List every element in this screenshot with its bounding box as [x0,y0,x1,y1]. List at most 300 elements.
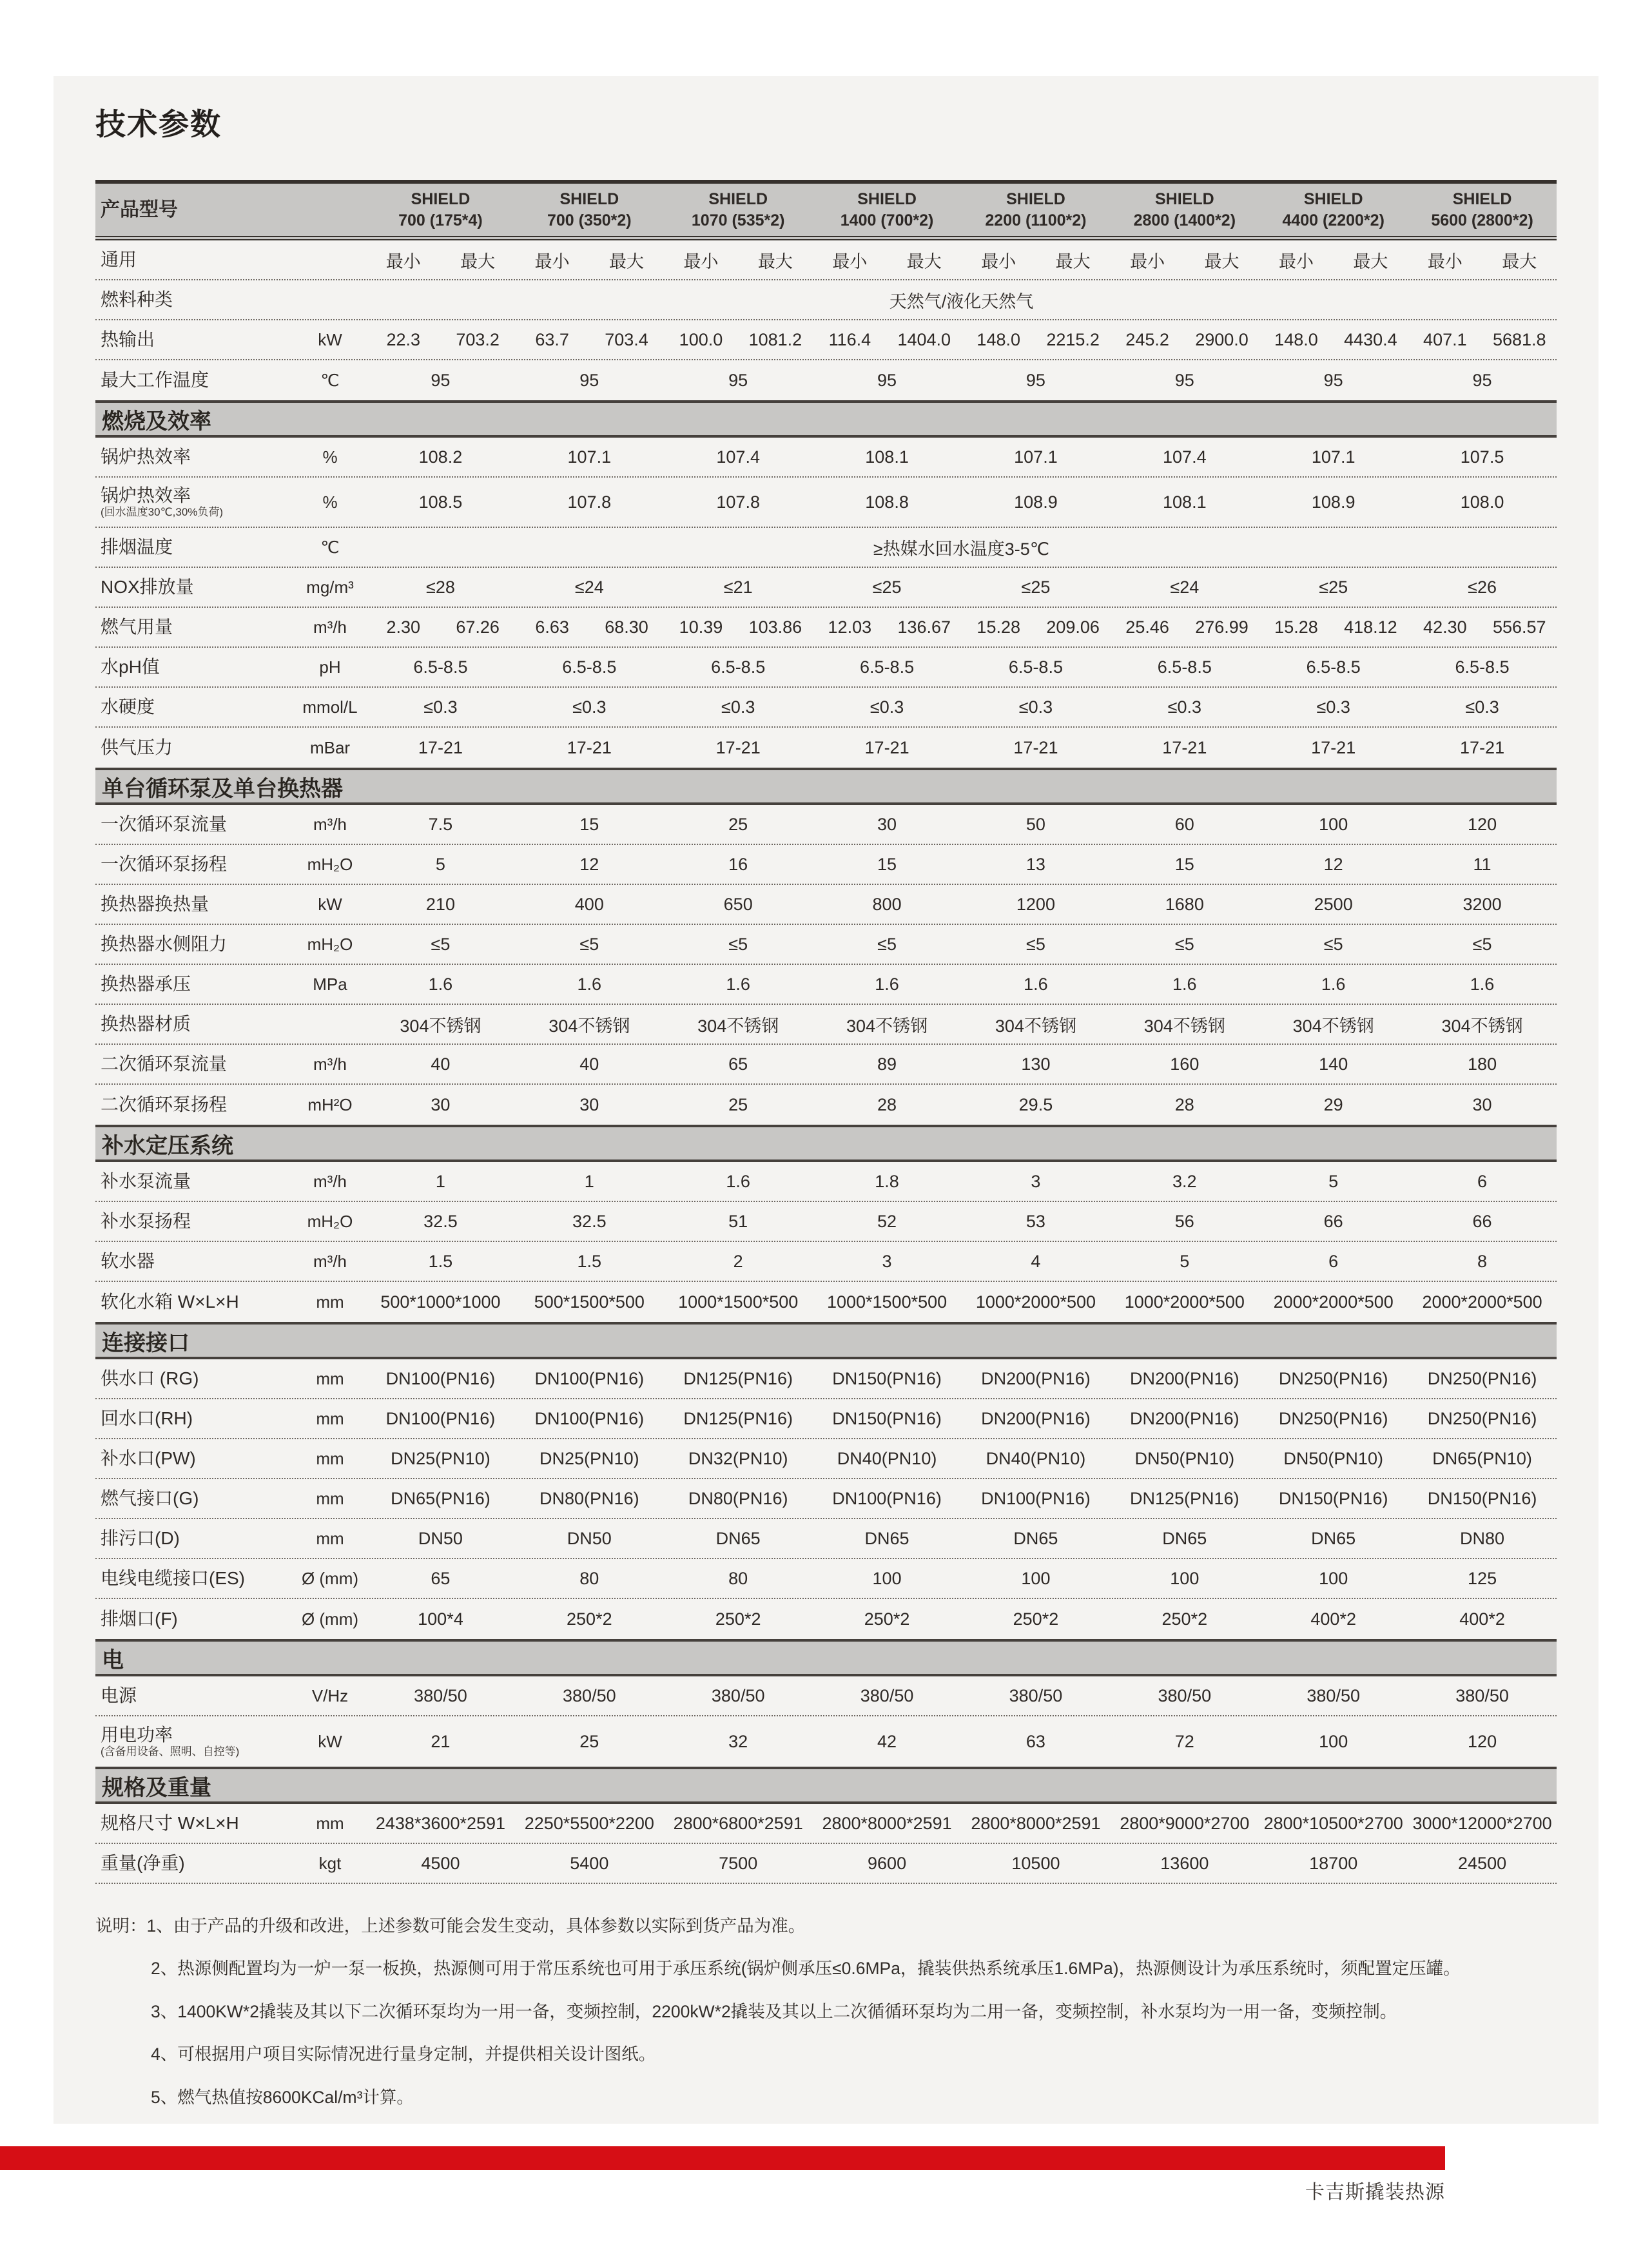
value: 380/50 [1158,1685,1212,1705]
value-cell [1110,1449,1259,1469]
table-row [95,1676,1557,1716]
value: ≤0.3 [1167,697,1201,717]
table-row [95,1399,1557,1439]
value: 1.6 [1470,974,1495,994]
value-cell [515,1854,664,1874]
value-cell [813,1854,962,1874]
value-cell [1259,1409,1408,1429]
model-brand: SHIELD [411,190,471,208]
max-value: 276.99 [1195,617,1249,637]
value: 21 [431,1731,451,1751]
table-row [95,1599,1557,1639]
value: 17-21 [1311,737,1356,757]
page-title: 技术参数 [95,107,222,141]
value-cell [664,577,813,597]
row-label [95,1686,294,1705]
row-label [95,1814,294,1832]
value: 100 [1170,1568,1200,1588]
value-cell [664,1172,813,1192]
row-label-text: 重量(净重) [101,1853,185,1874]
value: 180 [1468,1054,1497,1074]
value-cell [1408,1369,1557,1389]
table-row [95,1202,1557,1242]
value-cell [1408,617,1557,637]
table-row [95,320,1557,360]
value-cell [366,1732,515,1752]
min-value: 63.7 [535,329,569,349]
value-cell [515,815,664,835]
max-value: 67.26 [456,617,500,637]
value: 380/50 [860,1685,914,1705]
row-label [95,371,294,389]
value: DN65 [1013,1528,1058,1548]
value: 7500 [719,1853,758,1873]
value-cell [1408,738,1557,758]
value: DN125(PN16) [683,1368,793,1388]
table-row [95,648,1557,688]
value: 7.5 [428,814,453,834]
max-label: 最大 [1204,251,1239,271]
row-label [95,330,294,349]
model-brand: SHIELD [708,190,768,208]
value: 80 [579,1568,599,1588]
value-cell [813,1252,962,1272]
note-line [95,2044,1557,2064]
value-cell [515,1292,664,1312]
value: 1.6 [1321,974,1346,994]
value-cell [1110,855,1259,875]
max-value: 556.57 [1492,617,1546,637]
value: DN200(PN16) [981,1368,1091,1388]
value: 1.6 [726,1171,750,1191]
value-cell [1110,492,1259,512]
row-label-text: 通用 [101,249,137,270]
value: ≤0.3 [572,697,607,717]
table-row [95,1045,1557,1085]
value-cell [515,1369,664,1389]
table-row [95,965,1557,1005]
value-cell [366,697,515,717]
value: ≤0.3 [721,697,755,717]
row-label [95,697,294,716]
value: 4 [1031,1251,1041,1271]
value-cell [962,1212,1111,1232]
value: DN150(PN16) [1427,1488,1537,1508]
value: 4500 [421,1853,460,1873]
model-brand: SHIELD [1006,190,1065,208]
value: 5 [435,854,445,874]
note-line [95,1916,1557,1936]
row-label-text: 燃气接口(G) [101,1488,199,1509]
value: 107.5 [1460,447,1504,467]
row-label [95,895,294,913]
value-cell [664,738,813,758]
table-row [95,280,1557,320]
row-unit: ℃ [320,537,340,557]
row-label [95,935,294,953]
row-label [95,250,294,269]
value-cell [1259,855,1408,875]
value: 2800*8000*2591 [971,1813,1101,1833]
section-band: 补水定压系统 [95,1125,1557,1162]
row-label [95,1529,294,1548]
value: 95 [431,370,451,390]
max-value: 209.06 [1046,617,1100,637]
value-cell [366,855,515,875]
row-label-text: 燃气用量 [101,617,173,637]
value: 1.6 [577,974,602,994]
row-unit: kW [318,329,342,349]
value-cell [962,1529,1111,1549]
value: 2438*3600*2591 [375,1813,506,1833]
value: 108.0 [1460,492,1504,512]
value-cell [1259,1095,1408,1115]
value: 25 [728,1094,748,1114]
value: 95 [1174,370,1194,390]
value-cell [515,855,664,875]
min-label: 最小 [385,251,421,271]
table-row [95,360,1557,400]
table-row [95,1804,1557,1844]
row-label-text: 锅炉热效率 [101,447,191,467]
note-text: 5、燃气热值按8600KCal/m³计算。 [151,2087,414,2107]
value-cell [366,1012,515,1037]
value: 6.5-8.5 [711,657,766,677]
value: ≤5 [1026,934,1045,954]
row-unit: mBar [309,737,351,757]
table-row [95,1282,1557,1322]
row-unit: mm [316,1368,344,1388]
value: 95 [877,370,897,390]
value-cell [1110,577,1259,597]
model-spec: 700 (175*4) [398,211,483,229]
value-cell [366,1449,515,1469]
value-cell [813,1609,962,1629]
value: 6.5-8.5 [1008,657,1063,677]
value-cell [1408,1212,1557,1232]
value: 2000*2000*500 [1422,1292,1542,1312]
value-cell [813,1369,962,1389]
value-cell [813,1172,962,1192]
minmax-cell [1110,247,1259,273]
value-cell [664,447,813,467]
value: 17-21 [1162,737,1207,757]
value: 40 [579,1054,599,1074]
value: 130 [1021,1054,1051,1074]
row-unit: ℃ [320,370,340,390]
value: DN25(PN10) [391,1448,491,1468]
row-label-text: 补水泵流量 [101,1171,191,1192]
min-value: 42.30 [1423,617,1467,637]
row-label-text: 换热器换热量 [101,894,209,915]
min-value: 25.46 [1125,617,1169,637]
value: 304不锈钢 [549,1016,630,1036]
table-row [95,1559,1557,1599]
min-value: 2.30 [386,617,420,637]
model-spec: 1070 (535*2) [691,211,785,229]
value: 25 [728,814,748,834]
value: 107.4 [1163,447,1207,467]
row-label-text: 回水口(RH) [101,1408,193,1429]
row-label [95,1212,294,1230]
value: 108.9 [1014,492,1058,512]
row-label-subtext: (回水温度30℃,30%负荷) [101,506,224,519]
value-cell [366,492,515,512]
row-label [95,538,294,556]
notes-prefix: 说明： [95,1916,147,1936]
minmax-cell [664,247,813,273]
model-column-label: 产品型号 [101,199,178,220]
value: 6.5-8.5 [413,657,468,677]
value: 107.8 [716,492,760,512]
value-cell [1110,1732,1259,1752]
row-label [95,577,294,596]
model-spec: 2200 (1100*2) [985,211,1087,229]
minmax-cell [962,247,1111,273]
value: 1000*1500*500 [826,1292,947,1312]
value-cell [515,1609,664,1629]
value: DN150(PN16) [832,1368,942,1388]
value: 95 [1323,370,1343,390]
value: 2800*10500*2700 [1263,1813,1403,1833]
model-header [515,189,664,231]
value-cell [1408,975,1557,995]
row-label-text: 换热器水侧阻力 [101,934,228,955]
model-brand: SHIELD [857,190,917,208]
row-unit: mm [316,1292,344,1312]
row-label-text: 燃料种类 [101,289,173,310]
value: 17-21 [864,737,909,757]
value-cell [1259,371,1408,391]
row-label-text: 锅炉热效率 [101,485,191,505]
value-cell [664,815,813,835]
row-unit: % [322,447,338,467]
value-cell [1408,1529,1557,1549]
min-label: 最小 [683,251,719,271]
value: 17-21 [567,737,612,757]
value-cell [664,1054,813,1074]
value: 17-21 [418,737,463,757]
value-cell [1408,935,1557,955]
value: DN80(PN16) [688,1488,788,1508]
value: 1 [435,1171,445,1191]
min-label: 最小 [534,251,570,271]
value-cell [1259,447,1408,467]
value-cell [962,815,1111,835]
value: 5 [1328,1171,1339,1191]
value-cell [664,855,813,875]
value: 107.4 [716,447,760,467]
value: 250*2 [567,1609,612,1629]
value-cell [962,330,1111,350]
table-section [95,1359,1557,1639]
row-label-text: 一次循环泵扬程 [101,854,228,875]
value: 1.5 [577,1251,602,1271]
row-span-value: ≥热媒水回水温度3-5℃ [873,539,1050,559]
row-label-text: 水pH值 [101,657,160,677]
value-cell [366,1409,515,1429]
value-cell [813,855,962,875]
value-cell [664,1814,813,1834]
table-row [95,845,1557,885]
value-cell [366,577,515,597]
value-cell [813,1012,962,1037]
value: 28 [877,1094,897,1114]
value-cell [1408,1095,1557,1115]
value: DN65 [1162,1528,1207,1548]
table-row [95,1359,1557,1399]
value: 250*2 [1013,1609,1059,1629]
value: 89 [877,1054,897,1074]
row-unit: m³/h [313,1054,347,1074]
max-value: 703.4 [605,329,648,349]
value-cell [813,492,962,512]
value-cell [1408,447,1557,467]
value-cell [813,815,962,835]
value: ≤26 [1468,577,1497,597]
value: DN100(PN16) [385,1368,496,1388]
value-cell [813,1212,962,1232]
note-text: 1、由于产品的升级和改进，上述参数可能会发生变动，具体参数以实际到货产品为准。 [146,1916,806,1936]
value: 15 [579,814,599,834]
value: 650 [723,894,753,914]
value: DN40(PN10) [986,1448,1086,1468]
value-cell [1408,657,1557,677]
value-cell [1110,1409,1259,1429]
value-cell [1408,1054,1557,1074]
value: 400*2 [1310,1609,1356,1629]
value: ≤0.3 [1465,697,1499,717]
value-cell [1259,975,1408,995]
max-label: 最大 [460,251,496,271]
row-label-text: 水硬度 [101,697,155,717]
min-value: 116.4 [828,329,871,349]
row-unit: % [322,492,338,512]
value-cell [515,1095,664,1115]
value: 6.5-8.5 [860,657,915,677]
value: 1 [584,1171,594,1191]
value-cell [515,1489,664,1509]
value: 2500 [1314,894,1353,914]
value-cell [1408,697,1557,717]
value-cell [962,1569,1111,1589]
value-cell [1259,738,1408,758]
row-label [95,1569,294,1587]
value-cell [1408,1732,1557,1752]
value-cell [1110,738,1259,758]
value: 100 [1319,1731,1348,1751]
value: 250*2 [715,1609,761,1629]
value-cell [1259,1569,1408,1589]
value: 6.5-8.5 [1455,657,1510,677]
value-cell [1259,1172,1408,1192]
table-row [95,608,1557,648]
value: 29.5 [1018,1094,1053,1114]
value-cell [813,330,962,350]
table-row [95,925,1557,965]
row-unit: mm [316,1448,344,1468]
row-label [95,657,294,676]
value-cell [1259,577,1408,597]
value: 304不锈钢 [846,1016,928,1036]
value: DN100(PN16) [385,1408,496,1428]
value: 2800*6800*2591 [673,1813,803,1833]
row-label [95,738,294,757]
value-cell [1408,1292,1557,1312]
table-row [95,1844,1557,1884]
value-cell [515,1686,664,1706]
value-cell [366,1252,515,1272]
table-header-row [95,184,1557,240]
row-unit: V/Hz [311,1685,349,1705]
min-value: 148.0 [977,329,1020,349]
table-row [95,478,1557,528]
model-header [962,189,1111,231]
value: 3 [1031,1171,1041,1191]
value: DN250(PN16) [1427,1408,1537,1428]
value-cell [1110,1609,1259,1629]
value: 80 [728,1568,748,1588]
value-cell [1259,1529,1408,1549]
value: DN65(PN16) [391,1488,491,1508]
value-cell [1110,1212,1259,1232]
note-text: 2、热源侧配置均为一炉一泵一板换，热源侧可用于常压系统也可用于承压系统(锅炉侧承压≤0.6MPa，撬装供热系统承压1.6MPa)，热源侧设计为承压系统时，须配置定压罐。 [151,1959,1461,1979]
row-label [95,617,294,636]
value-cell [813,1814,962,1834]
row-unit: mm [316,1528,344,1548]
value: 60 [1174,814,1194,834]
value-cell [664,1212,813,1232]
value: 32.5 [423,1211,458,1231]
table-row [95,1242,1557,1282]
value: ≤5 [1174,934,1194,954]
max-value: 418.12 [1344,617,1397,637]
value: 30 [1472,1094,1492,1114]
value-cell [962,1012,1111,1037]
row-unit: mm [316,1813,344,1833]
table-row [95,1479,1557,1519]
table-section [95,1804,1557,1884]
value-cell [515,1212,664,1232]
value: 210 [425,894,455,914]
value-cell [515,1409,664,1429]
value: 9600 [868,1853,907,1873]
value-cell [515,371,664,391]
value: 25 [579,1731,599,1751]
value-cell [1408,1449,1557,1469]
value-cell [813,447,962,467]
value: DN32(PN10) [688,1448,788,1468]
value: 1.5 [428,1251,453,1271]
value: ≤0.3 [1018,697,1053,717]
max-label: 最大 [1353,251,1388,271]
row-label-text: 排烟温度 [101,537,173,558]
value-cell [1110,1854,1259,1874]
value: 13 [1025,854,1045,874]
value-cell [1408,1012,1557,1037]
min-label: 最小 [832,251,868,271]
value: 51 [728,1211,748,1231]
value-cell [366,617,515,637]
value-cell [1408,1252,1557,1272]
min-value: 148.0 [1274,329,1318,349]
value-cell [366,447,515,467]
value: 380/50 [711,1685,765,1705]
row-label-text: 补水泵扬程 [101,1211,191,1232]
value: DN100(PN16) [981,1488,1091,1508]
minmax-cell [813,247,962,273]
max-value: 136.67 [897,617,951,637]
